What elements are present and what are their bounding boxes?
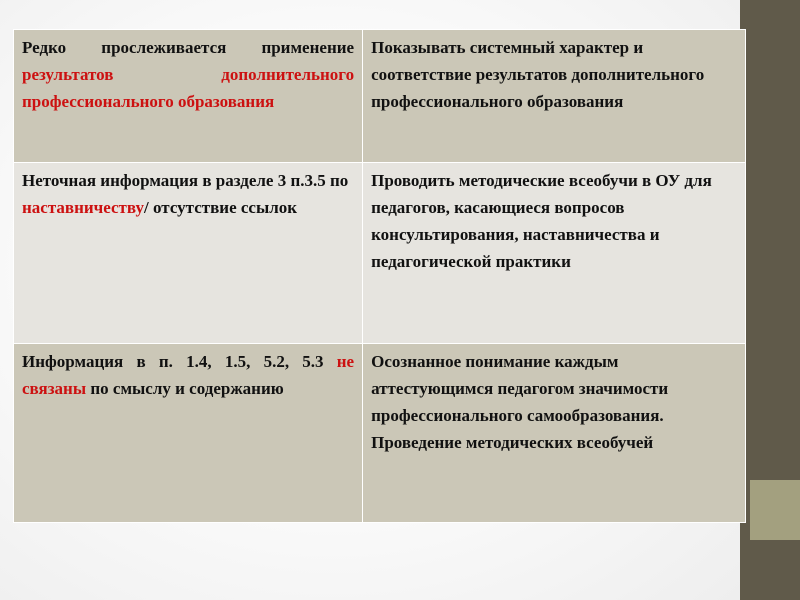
problem-line: [22, 34, 354, 61]
problem-word: 5.2,: [263, 352, 290, 371]
table-row: [14, 344, 746, 523]
problem-word: применение: [261, 38, 355, 57]
problem-text: по смыслу и содержанию: [86, 379, 284, 398]
problem-highlight: наставничеству: [22, 198, 145, 217]
problem-line: [22, 375, 354, 402]
problem-text: Неточная информация в разделе 3 п.3.5 по: [22, 171, 349, 190]
recommendation-text: Осознанное понимание каждым аттестующимся педагогом значимости профессионального самообразования. Проведение методических всеобучей: [371, 352, 669, 452]
recommendation-text: Показывать системный характер и соответствие результатов дополнительного профессионального образования: [371, 38, 705, 111]
problem-highlight: дополнительного: [221, 65, 355, 84]
problem-word: Редко: [22, 38, 67, 57]
problem-word: 1.4,: [186, 352, 212, 371]
problem-cell: [14, 344, 363, 523]
problem-word: в: [136, 352, 146, 371]
problem-line: [22, 348, 354, 375]
problem-line: [22, 61, 354, 88]
recommendation-cell: [363, 163, 746, 344]
problem-word: 1.5,: [224, 352, 251, 371]
recommendation-cell: [363, 344, 746, 523]
table-row: [14, 163, 746, 344]
problem-highlight: профессионального образования: [22, 92, 275, 111]
recommendations-table: [13, 29, 746, 523]
problem-text: / отсутствие ссылок: [144, 198, 298, 217]
problem-word: п.: [158, 352, 173, 371]
problem-highlight: результатов: [22, 65, 114, 84]
table-row: [14, 30, 746, 163]
right-accent-block: [750, 480, 800, 540]
problem-word: прослеживается: [101, 38, 227, 57]
problem-word: Информация: [22, 352, 124, 371]
problem-highlight: связаны: [22, 379, 87, 398]
recommendation-text: Проводить методические всеобучи в ОУ для педагогов, касающиеся вопросов консультирования, наставничества и педагогической практики: [371, 171, 712, 271]
problem-highlight: не: [336, 352, 355, 371]
problem-word: 5.3: [302, 352, 324, 371]
problem-cell: [14, 163, 363, 344]
recommendation-cell: [363, 30, 746, 163]
problem-cell: [14, 30, 363, 163]
